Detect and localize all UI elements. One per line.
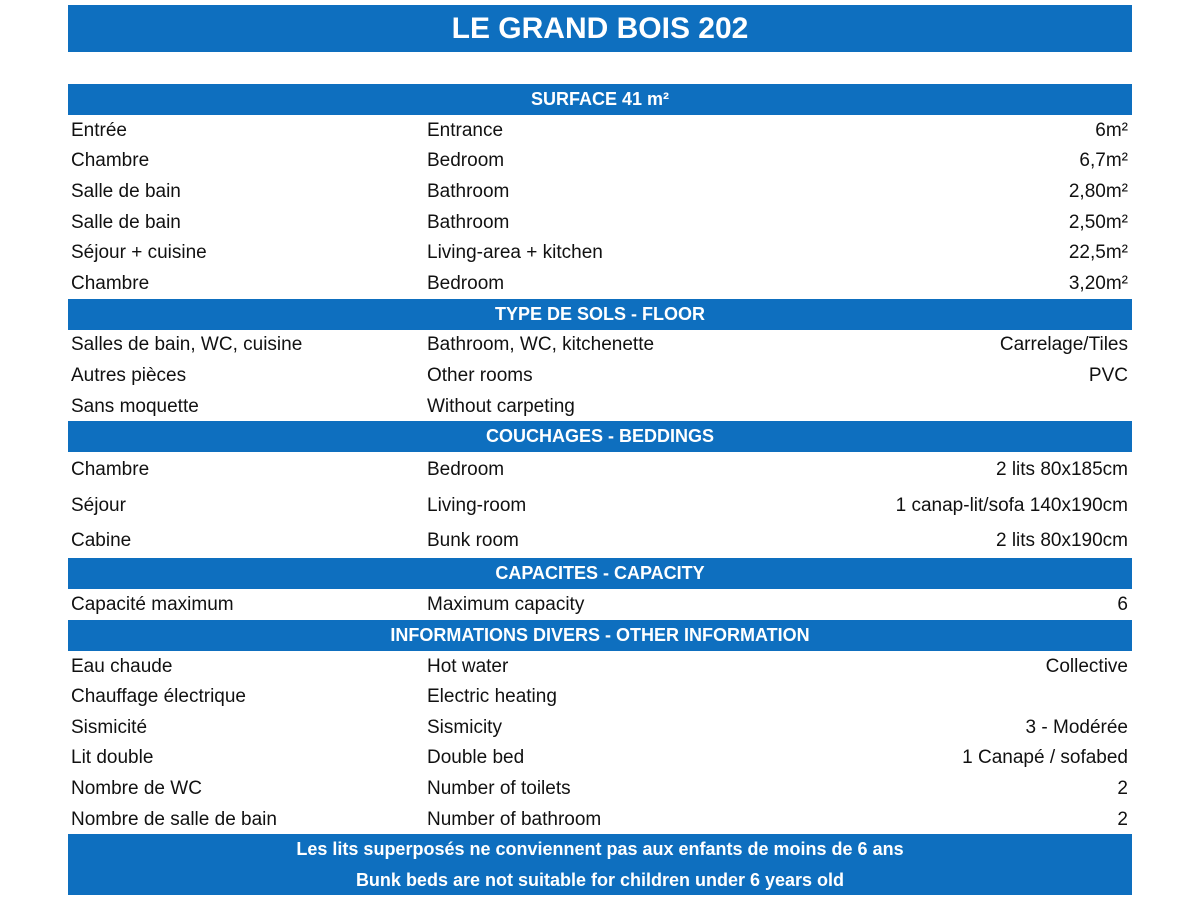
label-fr: Autres pièces [71, 364, 187, 386]
table-row [68, 651, 1132, 682]
label-fr: Chauffage électrique [71, 686, 246, 708]
label-fr: Chambre [71, 459, 150, 481]
label-en: Bunk room [427, 530, 519, 552]
label-fr: Sans moquette [71, 395, 199, 417]
label-en: Sismicity [427, 716, 502, 738]
table-row [68, 589, 1132, 620]
row-value: 2 lits 80x185cm [995, 459, 1128, 481]
row-value: 22,5m² [1068, 242, 1128, 264]
table-row [68, 523, 1132, 558]
label-en: Double bed [427, 747, 525, 769]
label-fr: Capacité maximum [71, 594, 234, 616]
warning-text-en: Bunk beds are not suitable for children under 6 years old [355, 869, 845, 890]
label-fr: Entrée [71, 119, 127, 141]
label-fr: Lit double [71, 747, 154, 769]
row-value: 6 [1117, 594, 1128, 616]
page-title: LE GRAND BOIS 202 [68, 5, 1132, 52]
table-row [68, 207, 1132, 238]
label-fr: Sismicité [71, 716, 148, 738]
label-en: Bathroom [427, 211, 510, 233]
table-row [68, 804, 1132, 835]
row-value: 1 canap-lit/sofa 140x190cm [895, 494, 1128, 516]
table-row [68, 146, 1132, 177]
label-fr: Salle de bain [71, 180, 181, 202]
table-row [68, 360, 1132, 391]
label-en: Bedroom [427, 150, 505, 172]
label-en: Bedroom [427, 459, 505, 481]
label-en: Living-room [427, 494, 527, 516]
label-en: Other rooms [427, 364, 533, 386]
section-header-other-info: INFORMATIONS DIVERS - OTHER INFORMATION [68, 620, 1132, 651]
row-value: 2,80m² [1068, 180, 1128, 202]
label-en: Bathroom [427, 180, 510, 202]
row-value: PVC [1088, 364, 1128, 386]
row-value: 1 Canapé / sofabed [962, 747, 1128, 769]
label-fr: Eau chaude [71, 655, 173, 677]
label-en: Number of bathroom [427, 808, 602, 830]
label-fr: Cabine [71, 530, 132, 552]
table-row [68, 452, 1132, 487]
label-en: Hot water [427, 655, 509, 677]
label-en: Bedroom [427, 272, 505, 294]
label-en: Bathroom, WC, kitchenette [427, 334, 655, 356]
label-fr: Séjour + cuisine [71, 242, 207, 264]
warning-text-fr: Les lits superposés ne conviennent pas aux enfants de moins de 6 ans [296, 838, 904, 859]
table-row [68, 330, 1132, 361]
row-value: Collective [1045, 655, 1128, 677]
row-value: 2 [1117, 778, 1128, 799]
table-row [68, 773, 1132, 804]
label-fr: Séjour [71, 494, 126, 516]
row-value: 3,20m² [1068, 272, 1128, 294]
label-en: Number of toilets [427, 778, 571, 799]
label-fr: Chambre [71, 272, 150, 294]
label-fr: Salles de bain, WC, cuisine [71, 334, 303, 356]
row-value: 6m² [1095, 119, 1128, 141]
section-header-beddings: COUCHAGES - BEDDINGS [68, 421, 1132, 452]
table-row [68, 391, 1132, 422]
section-header-capacity: CAPACITES - CAPACITY [68, 558, 1132, 589]
row-value: 2 [1117, 808, 1128, 830]
label-en: Maximum capacity [427, 594, 585, 616]
label-fr: Nombre de salle de bain [71, 808, 277, 830]
label-fr: Salle de bain [71, 211, 181, 233]
label-fr: Chambre [71, 150, 150, 172]
table-row [68, 743, 1132, 774]
section-header-surface: SURFACE 41 m² [68, 84, 1132, 115]
info-table [68, 84, 1132, 895]
row-value: 3 - Modérée [1025, 716, 1128, 738]
table-row [68, 176, 1132, 207]
table-row [68, 488, 1132, 523]
label-en: Without carpeting [427, 395, 575, 417]
table-row [68, 268, 1132, 299]
table-row [68, 712, 1132, 743]
table-row [68, 681, 1132, 712]
row-value: 2,50m² [1068, 211, 1128, 233]
bunk-bed-warning [68, 834, 1132, 895]
row-value: 2 lits 80x190cm [995, 530, 1128, 552]
label-en: Entrance [427, 119, 504, 141]
table-row [68, 237, 1132, 268]
label-fr: Nombre de WC [71, 778, 202, 799]
label-en: Living-area + kitchen [427, 242, 603, 264]
table-row [68, 115, 1132, 146]
section-header-floor: TYPE DE SOLS - FLOOR [68, 299, 1132, 330]
label-en: Electric heating [427, 686, 557, 708]
row-value: 6,7m² [1079, 150, 1128, 172]
row-value: Carrelage/Tiles [999, 334, 1128, 356]
